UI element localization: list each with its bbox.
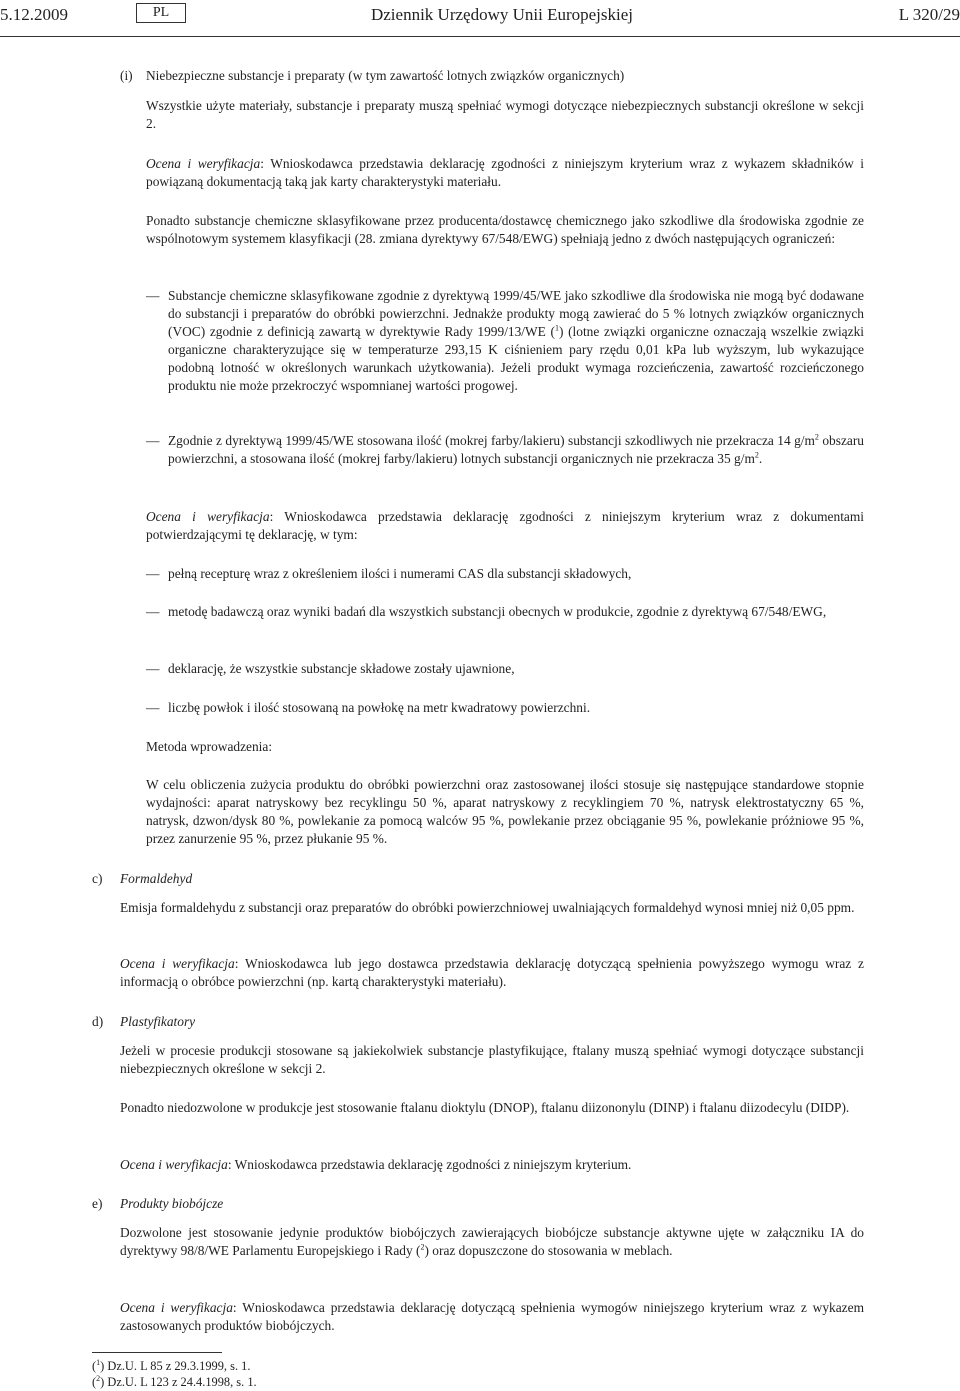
bullet-dash: — (146, 700, 160, 715)
section-i-paragraph-1: Wszystkie użyte materiały, substancje i preparaty muszą spełniać wymogi dotyczące niebezpiecznych substancji określone w sekcji 2. (146, 98, 864, 131)
section-d-assessment: Ocena i weryfikacja: Wnioskodawca przedstawia deklarację zgodności z niniejszym kryterium. (120, 1157, 632, 1172)
bullet-dash: — (146, 566, 160, 581)
footnote-divider (92, 1352, 222, 1353)
section-i-paragraph-3: Ponadto substancje chemiczne sklasyfikowane przez producenta/dostawcę chemicznego jako szkodliwe dla środowiska zgodnie ze wspólnotowym systemem klasyfikacji (28. zmiana dyrektywy 67/548/EWG) spełniają jedno z dwóch następujących ograniczeń: (146, 213, 864, 246)
list-item: pełną recepturę wraz z określeniem ilości i numerami CAS dla substancji składowych, (168, 566, 632, 581)
section-e-assessment: Ocena i weryfikacja: Wnioskodawca przedstawia deklarację dotyczącą spełnienia wymogów niniejszego kryterium wraz z wykazem zastosowanych produktów biobójczych. (120, 1300, 864, 1333)
section-i-assessment-2: Ocena i weryfikacja: Wnioskodawca przedstawia deklarację zgodności z niniejszym kryterium wraz z dokumentami potwierdzającymi tę deklarację, w tym: (146, 509, 864, 542)
section-d-label: d) (92, 1014, 104, 1029)
footnote-2: ($^2$) Dz.U. L 123 z 24.4.1998, s. 1. (92, 1373, 257, 1389)
bullet-dash: — (146, 288, 160, 303)
section-c-assessment: Ocena i weryfikacja: Wnioskodawca lub jego dostawca przedstawia deklarację dotyczącą spełnienia powyższego wymogu wraz z informacją o obróbce powierzchni (np. kartą charakterystyki materiału). (120, 956, 864, 989)
section-e-paragraph-1: Dozwolone jest stosowanie jedynie produktów biobójczych zawierających biobójcze substancje aktywne ujęte w załączniku IA do dyrektywy 98/8/WE Parlamentu Europejskiego i Rady ($^2$) oraz dopuszczone do stosowania w meblach. (120, 1225, 864, 1258)
section-c-label: c) (92, 871, 103, 886)
header-date: 5.12.2009 (0, 5, 68, 24)
section-i-label: (i) (120, 68, 133, 83)
section-i-bullet-2: Zgodnie z dyrektywą 1999/45/WE stosowana ilość (mokrej farby/lakieru) substancji szkodliwych nie przekracza 14 $g/m^2$ obszaru powierzchni, a stosowana ilość (mokrej farby/lakieru) lotnych substancji organicznych nie przekracza 35 $g/m^2$. (168, 432, 864, 466)
method-text: W celu obliczenia zużycia produktu do obróbki powierzchni oraz zastosowanej ilości stosuje się następujące standardowe stopnie wydajności: aparat natryskowy bez recyklingu 50 %, aparat natryskowy z recyklingiem 70 %, natrysk elektrostatyczny 65 %, natrysk, dzwon/dysk 80 %, powlekanie za pomocą walców 95 %, powlekanie przez obciąganie 95 %, powlekanie próżniowe 95 %, przez zanurzenie 95 %, przez płukanie 95 %. (146, 777, 864, 846)
header-page-number: L 320/29 (898, 5, 960, 24)
section-i-title: Niebezpieczne substancje i preparaty (w tym zawartość lotnych związków organicznych) (146, 68, 625, 83)
section-e-label: e) (92, 1196, 103, 1211)
section-d-title: Plastyfikatory (120, 1014, 196, 1029)
section-d-paragraph-1: Jeżeli w procesie produkcji stosowane są jakiekolwiek substancje plastyfikujące, ftalany muszą spełniać wymogi dotyczące substancji niebezpiecznych określone w sekcji 2. (120, 1043, 864, 1076)
section-c-paragraph-1: Emisja formaldehydu z substancji oraz preparatów do obróbki powierzchniowej uwalniających formaldehyd wynosi mniej niż 0,05 ppm. (120, 900, 855, 915)
page-header (0, 0, 960, 37)
section-c-title: Formaldehyd (120, 871, 193, 886)
section-d-paragraph-2: Ponadto niedozwolone w produkcje jest stosowanie ftalanu dioktylu (DNOP), ftalanu diizononylu (DINP) i ftalanu diizodecylu (DIDP). (120, 1100, 850, 1115)
bullet-dash: — (146, 604, 160, 619)
bullet-dash: — (146, 433, 160, 448)
list-item: liczbę powłok i ilość stosowaną na powłokę na metr kwadratowy powierzchni. (168, 700, 591, 715)
section-i-assessment-1: Ocena i weryfikacja: Wnioskodawca przedstawia deklarację zgodności z niniejszym kryterium wraz z wykazem składników i powiązaną dokumentacją taką jak karty charakterystyki materiału. (146, 156, 864, 189)
section-e-title: Produkty biobójcze (120, 1196, 224, 1211)
header-language-box: PL (136, 3, 186, 23)
method-title: Metoda wprowadzenia: (146, 739, 273, 754)
list-item: metodę badawczą oraz wyniki badań dla wszystkich substancji obecnych w produkcie, zgodnie z dyrektywą 67/548/EWG, (168, 604, 827, 619)
bullet-dash: — (146, 661, 160, 676)
header-journal-title: Dziennik Urzędowy Unii Europejskiej (370, 5, 633, 24)
footnote-1: ($^1$) Dz.U. L 85 z 29.3.1999, s. 1. (92, 1357, 251, 1373)
section-i-bullet-1: Substancje chemiczne sklasyfikowane zgodnie z dyrektywą 1999/45/WE jako szkodliwe dla środowiska nie mogą być dodawane do substancji i preparatów do obróbki powierzchni. Jednakże produkty mogą zawierać do 5 % lotnych związków organicznych (VOC) zgodnie z definicją zawartą w dyrektywie Rady 1999/13/WE ($^1$) (lotne związki organiczne oznaczają wszelkie związki organiczne charakteryzujące się w temperaturze 293,15 K ciśnieniem pary rzędu 0,01 kPa lub wyższym, lub wykazujące podobną lotność w określonych warunkach użytkowania). Jeżeli produkt wymaga rozcieńczenia, zawartość rozcieńczonego produktu nie może przekroczyć wspomnianej wartości progowej. (168, 288, 864, 393)
list-item: deklarację, że wszystkie substancje składowe zostały ujawnione, (168, 661, 515, 676)
